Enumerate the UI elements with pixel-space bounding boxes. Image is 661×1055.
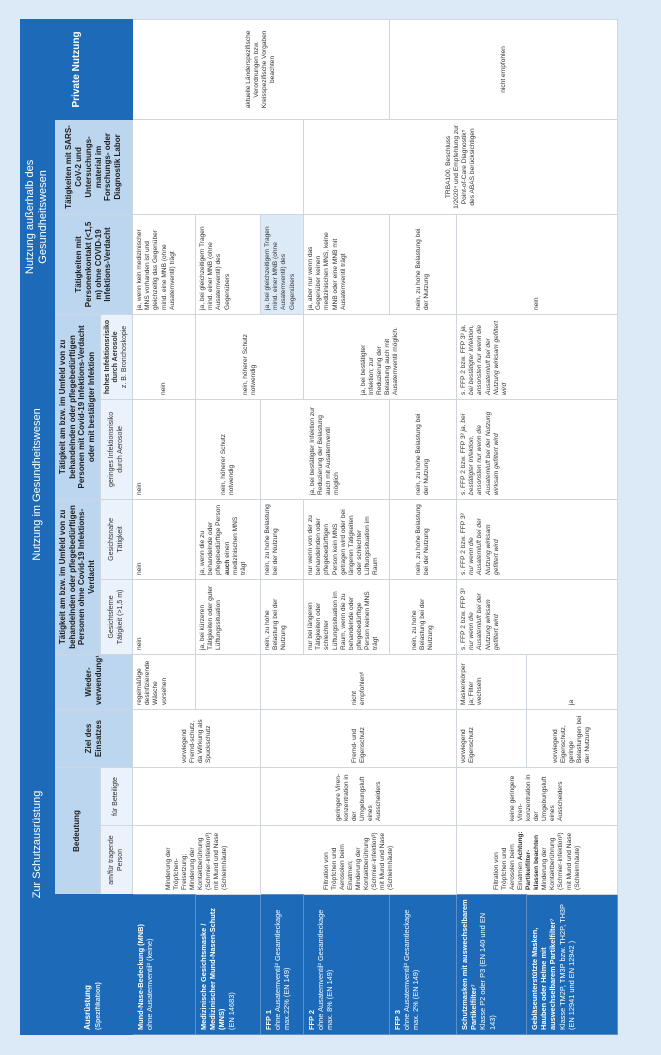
cell-gesichtsferne-partikelfilter — [457, 579, 618, 654]
cell-geringes-ffp1-ffp2: ja, bei bestätigter Infektion zur Reduzierung der Belastung auch mit Ausatemventil möglich — [261, 399, 390, 499]
cell-ziel-ffp: Fremd- und Eigenschutz — [261, 710, 457, 768]
col-header-beteiligte: für Beteiligte — [100, 768, 133, 826]
cell-gesichtsnahe-ffp3: nein, zu hohe Belastung bei der Nutzung — [390, 499, 457, 579]
cell-geringes-mns: nein, höherer Schutz notwendig — [196, 399, 261, 499]
row-name: FFP 2 — [307, 1010, 317, 1030]
row-spec: ohne Ausatemventil² Gesamtleckage max. 2% (EN 149) — [402, 909, 421, 1030]
table-row-mnb — [133, 19, 196, 1034]
cell-beteiligte-mnb-mns — [133, 768, 261, 826]
text-part: Minderung der Kontaktberührung (Schmier-infektion³) mit Mund und Nase (Schleimhäute) — [541, 832, 581, 890]
col-header-mit-verdacht: Tätigkeit am bzw. im Umfeld von zu behandelnden oder pflegebedürftigen Personen mit Covid-19 Infektions-Verdacht oder mit bestätigter Infektion — [54, 314, 100, 499]
cell-ziel-schutzmasken: vorwiegend Eigenschutz — [457, 710, 527, 768]
col-header-wiederverwendung: Wieder-verwendung¹ — [54, 654, 133, 709]
group-header-private: Private Nutzung — [21, 19, 133, 119]
text-bold: Achtung: Partikelfilter-klassen beachten — [517, 831, 541, 890]
row-name: FFP 3 — [393, 1010, 403, 1030]
cell-traeger-partikelfilter — [457, 826, 618, 895]
cell-gesichtsnahe-mns — [196, 499, 261, 579]
row-header-schutzmasken — [457, 895, 527, 1035]
row-name: Gebläseunterstützte Masken, Hauben oder Helme mit auswechselbarem Partikelfilter⁷ — [530, 918, 558, 1030]
cell-gesichtsferne-ffp2: nur bei längeren Tätigkeiten oder schlechter Lüftungssituation im Raum, wenn die zu behandelnde oder pflegebedürftige Person keinen MNS trägt — [304, 579, 390, 654]
cell-beteiligte-ffp: geringere Viren-konzentration in der Umgebungsluft eines Ausscheiders — [261, 768, 457, 826]
group-header-ausserhalb: Nutzung außerhalb des Gesundheitswesen — [21, 119, 55, 314]
text-italic: ja, bei bestätigter Infektion, ansonsten nur wenn die Ausatemluft bei der Nutzung wirksam gefiltert wird — [460, 320, 508, 395]
cell-ziel-mnb-mns: vorwiegend Fremd-schutz, da Wirkung als Spuckschutz — [133, 710, 261, 768]
cell-hohes-mns-ffp1: nein, höherer Schutz notwendig — [196, 314, 304, 399]
cell-hohes-mnb: nein — [133, 314, 196, 399]
cell-personenkontakt-mnb: ja, wenn kein medizinischer MNS vorhanden ist und gleichzeitig das Gegenüber mind. eine MNB (ohne Ausatemventil) trägt — [133, 214, 196, 314]
cell-wiederverwendung-ffp: nicht empfohlen⁶ — [261, 654, 457, 709]
cell-beteiligte-partikelfilter: keine geringere Viren-konzentration in der Umgebungsluft eines Ausscheiders — [457, 768, 618, 826]
row-header-mns — [196, 895, 261, 1035]
cell-geringes-partikelfilter — [457, 399, 618, 499]
cell-sars-mnb-ffp2 — [133, 119, 304, 214]
col-header-hohes — [100, 314, 133, 399]
cell-personenkontakt-ffp1: ja, bei gleichzeitigem Tragen mind. einer MNB (ohne Ausatemventil) des Gegenübers — [261, 214, 304, 314]
col-header-personenkontakt: Tätigkeiten mit Personenkontakt (<1,5 m) ohne COVID-19 Infektions-Verdacht — [54, 214, 133, 314]
cell-gesichtsnahe-ffp2: nur wenn von der zu behandelnden oder pflegebedürftigen Person kein MNS getragen wird oder bei längeren Tätigkeiten oder schlechter Lüftungssituation im Raum — [304, 499, 390, 579]
cell-sars-ffp1-gebl: TRBA100, Beschluss 1/2020⁴ und Empfehlung zur Point-of-Care Diagnostik⁵ des ABAS berücksichtigen — [304, 119, 618, 214]
row-header-ffp1 — [261, 895, 304, 1035]
text-part: einen medizinischen MNS trägt — [223, 516, 247, 575]
row-header-ffp2 — [304, 895, 390, 1035]
col-header-ausruestung — [54, 895, 133, 1035]
row-name: FFP 1 — [264, 1010, 274, 1030]
col-header-gesichtsnahe: Gesichtsnahe Tätigkeit — [100, 499, 133, 579]
ausruestung-sublabel: (Spezifikation) — [95, 982, 103, 1030]
col-header-sars-labor: Tätigkeiten mit SARS-CoV-2 und Untersuchungs-material im Forschungs- oder Diagnostik Labor — [54, 119, 133, 214]
cell-gesichtsferne-ffp3: nein, zu hohe Belastung bei der Nutzung — [390, 579, 457, 654]
cell-gesichtsferne-ffp1: nein, zu hohe Belastung bei der Nutzung — [261, 579, 304, 654]
cell-private-mnb-ffp2: aktuelle Länderspezifische Verordnungen bzw. Kreisspezifische Vorgaben beachten — [133, 19, 390, 119]
cell-wiederverwendung-geblaese: ja — [527, 654, 618, 709]
cell-personenkontakt-ffp2: ja, aber nur wenn das Gegenüber keinen medizinischen MNS, keine MNB oder eine MNB mit Ausatemventil trägt — [304, 214, 390, 314]
text-part: s. FFP 2 bzw. FFP 3³ — [460, 588, 468, 650]
cell-wiederverwendung-mnb: regelmäßige desinfizierende Wäsche vorsehen — [133, 654, 196, 709]
cell-gesichtsnahe-partikelfilter — [457, 499, 618, 579]
hohes-sublabel: z. B. Bronchoskopie — [120, 325, 128, 389]
ausruestung-label: Ausrüstung — [83, 985, 93, 1030]
row-spec: ohne Ausatemventil² Gesamtleckage max. 8% (EN 149) — [316, 909, 335, 1030]
cell-wiederverwendung-schutzmasken: Maskenkörper ja; Filter wechseln — [457, 654, 527, 709]
text-part: s. FFP 2 bzw. FFP 3³ — [460, 513, 468, 575]
row-name: Schutzmasken mit auswechselbarem Partikelfilter⁷ — [460, 899, 479, 1030]
cell-hohes-ffp2-ffp3: ja, bei bestätigter Infektion; zur Reduzierung der Belastung auch mit Ausatemventil möglich. — [304, 314, 457, 399]
cell-ziel-geblaese: vorwiegend Eigenschutz, geringe Belastungen bei der Nutzung — [527, 710, 618, 768]
text-italic: nur wenn die Ausatemluft bei der Nutzung wirksam gefiltert wird — [468, 593, 500, 650]
text-part: s. FFP 2 bzw. FFP 3³ — [460, 331, 468, 395]
col-header-ziel: Ziel des Einsatzes — [54, 710, 133, 768]
cell-gesichtsnahe-mnb: nein — [133, 499, 196, 579]
row-name: Mund-Nase-Bedeckung (MNB) — [136, 924, 146, 1030]
cell-traeger-ffp: Filtration von Tröpfchen und Aerosolen beim Einatmen; Minderung der Kontaktberührung (Schmier-infektion³) mit Mund und Nase (Schleimhäute) — [261, 826, 457, 895]
cell-gesichtsnahe-ffp1: nein, zu hohe Belastung bei der Nutzung — [261, 499, 304, 579]
row-header-ffp3 — [390, 895, 457, 1035]
col-header-traeger: am/für tragende Person — [100, 826, 133, 895]
cell-geringes-ffp3: nein, zu hohe Belastung bei der Nutzung — [390, 399, 457, 499]
group-header-gesundheitswesen: Nutzung im Gesundheitswesen — [21, 314, 55, 654]
ppe-usage-table — [20, 19, 618, 1035]
text-part: s. FFP 2 bzw. FFP 3³ — [460, 431, 468, 495]
text-part: ja, wenn die zu behandelnde oder pflegebedürftige Person — [199, 504, 223, 575]
cell-traeger-mnb-mns: Minderung der Tröpfchen-Freisetzung; Minderung der Kontaktberührung (Schmier-infektion³) mit Mund und Nase (Schleimhäute) — [133, 826, 261, 895]
cell-personenkontakt-mns: ja, bei gleichzeitigem Tragen mind. einer MNB (ohne Ausatemventil) des Gegenübers — [196, 214, 261, 314]
hohes-label: hohes Infektionsrisiko durch Aerosole — [103, 319, 120, 395]
row-name: Medizinische Gesichtsmaske / Medizinischer Mund-Nasen-Schutz (MNS) — [199, 908, 227, 1030]
cell-hohes-partikelfilter — [457, 314, 618, 399]
cell-private-ffp3-gebl: nicht empfohlen — [390, 19, 618, 119]
group-header-schutzausruestung: Zur Schutzausrüstung — [21, 654, 55, 1034]
text-italic: ja, bei bestätigter Infektion, ansonsten nur wenn die Ausatemluft bei der Nutzung wirksam gefiltert wird — [460, 411, 500, 495]
text-italic: nur wenn die Ausatemluft bei der Nutzung wirksam gefiltert wird — [468, 518, 500, 575]
col-header-gesichtsferne: Gesichtsferne Tätigkeit (>1,5 m) — [100, 579, 133, 654]
row-spec: Klasse TM2P, TM3P bzw. TH2P, TH3P (EN 12941 und EN 12942 ) — [557, 904, 576, 1030]
cell-personenkontakt-partikelfilter: nein — [457, 214, 618, 314]
text-part: Filtration von Tröpfchen und Aerosolen beim Einatmen — [493, 844, 525, 890]
row-spec: Klasse P2 oder P3 (EN 140 und EN 143) — [478, 912, 497, 1030]
row-spec: ohne Ausatemventil² (keine) — [145, 938, 155, 1030]
row-spec: (EN 14683) — [226, 992, 236, 1030]
cell-personenkontakt-ffp3: nein, zu hohe Belastung bei der Nutzung — [390, 214, 457, 314]
row-spec: ohne Ausatemventil² Gesamtleckage max.22% (EN 149) — [273, 909, 292, 1030]
col-header-ohne-verdacht: Tätigkeit am bzw. im Umfeld von zu behandelnden oder pflegebedürftigen Personen ohne Covid-19 Infektions-Verdacht — [54, 499, 100, 654]
cell-geringes-mnb: nein — [133, 399, 196, 499]
text-bold: auch — [223, 559, 231, 575]
col-header-geringes: geringes Infektionsrisiko durch Aerosole — [100, 399, 133, 499]
cell-wiederverwendung-mns — [196, 654, 261, 709]
row-header-geblaese — [527, 895, 618, 1035]
cell-gesichtsferne-mnb: nein — [133, 579, 196, 654]
col-header-bedeutung: Bedeutung — [54, 768, 100, 895]
row-header-mnb — [133, 895, 196, 1035]
cell-gesichtsferne-mns: ja, bei kürzeren Tätigkeiten oder guter Lüftungssituation — [196, 579, 261, 654]
